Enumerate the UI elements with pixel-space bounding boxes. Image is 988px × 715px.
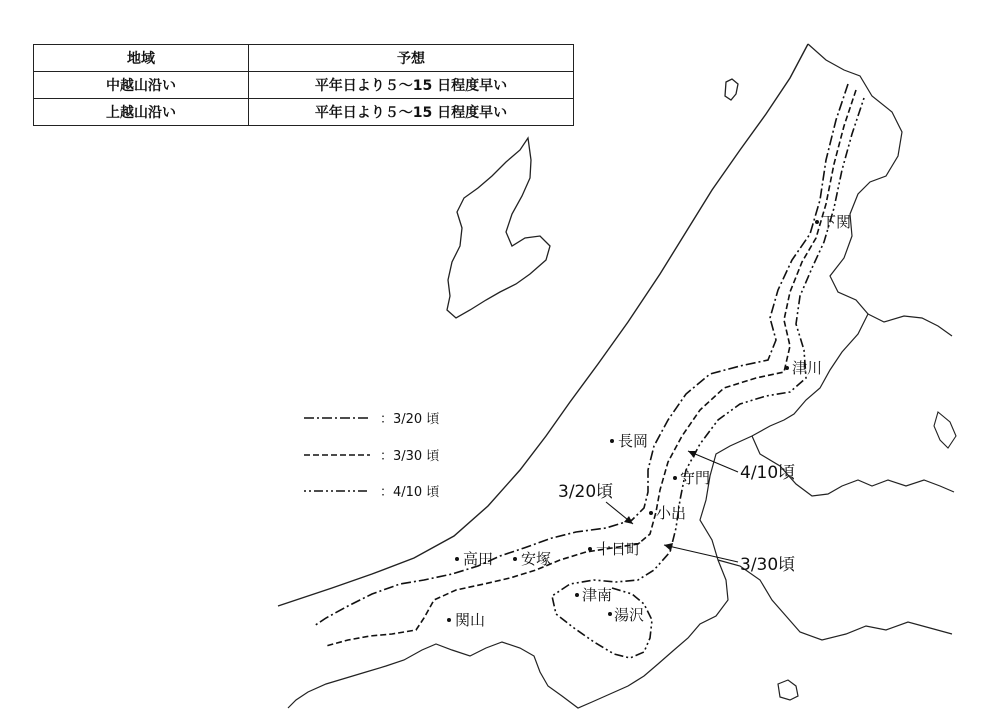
table-cell-forecast: 平年日より５〜15 日程度早い xyxy=(249,72,574,99)
city-dot xyxy=(785,366,789,370)
table-header-region: 地域 xyxy=(34,45,249,72)
city-label: 守門 xyxy=(680,469,711,487)
annotation-0330 xyxy=(664,543,795,575)
annotation-label: 4/10頃 xyxy=(740,463,796,483)
legend-label-0410: ：4/10 頃 xyxy=(380,485,440,500)
city-label: 下関 xyxy=(821,213,852,231)
city-dot xyxy=(447,618,451,622)
city-dot xyxy=(649,511,653,515)
annotation-0320 xyxy=(558,482,633,524)
awashima-island xyxy=(725,79,738,100)
city-dot xyxy=(673,476,677,480)
legend-label-0330: ：3/30 頃 xyxy=(380,449,440,464)
city-dot xyxy=(608,612,612,616)
city-label: 津川 xyxy=(792,359,823,377)
city-nagaoka xyxy=(610,432,648,450)
city-label: 十日町 xyxy=(596,540,642,558)
legend-label-0320: ：3/20 頃 xyxy=(380,412,440,427)
isoline-0320 xyxy=(314,84,848,626)
city-tokamachi xyxy=(588,540,641,558)
city-dot xyxy=(513,557,517,561)
city-label: 長岡 xyxy=(618,432,649,450)
city-tsunan xyxy=(575,586,612,604)
city-sekiyama xyxy=(447,611,485,629)
isoline-0410 xyxy=(552,98,864,658)
city-dot xyxy=(610,439,614,443)
arrowhead xyxy=(664,543,673,551)
city-tsugawa xyxy=(785,359,822,377)
prefecture-border xyxy=(934,412,956,448)
table-cell-forecast: 平年日より５〜15 日程度早い xyxy=(249,99,574,126)
annotation-label: 3/30頃 xyxy=(740,555,796,575)
city-yasuzuka xyxy=(513,550,551,568)
small-island xyxy=(778,680,798,700)
city-shimonoseki xyxy=(815,213,851,231)
city-label: 小出 xyxy=(656,504,687,522)
annotation-arrow xyxy=(664,545,738,562)
city-label: 高田 xyxy=(463,550,494,568)
city-takada xyxy=(455,550,493,568)
city-yuzawa xyxy=(608,606,644,624)
city-label: 安塚 xyxy=(521,550,552,568)
city-dot xyxy=(815,220,819,224)
city-label: 湯沢 xyxy=(614,606,645,624)
coastline xyxy=(278,44,808,606)
city-label: 関山 xyxy=(455,611,486,629)
table-cell-region: 上越山沿い xyxy=(34,99,249,126)
city-dot xyxy=(455,557,459,561)
sado-island xyxy=(447,138,550,318)
prefecture-border xyxy=(868,314,952,336)
annotation-label: 3/20頃 xyxy=(558,482,614,502)
table-cell-region: 中越山沿い xyxy=(34,72,249,99)
city-label: 津南 xyxy=(582,586,613,604)
table-header-forecast: 予想 xyxy=(249,45,574,72)
city-dot xyxy=(575,593,579,597)
city-sumon xyxy=(673,469,710,487)
city-dot xyxy=(588,547,592,551)
city-koide xyxy=(649,504,686,522)
